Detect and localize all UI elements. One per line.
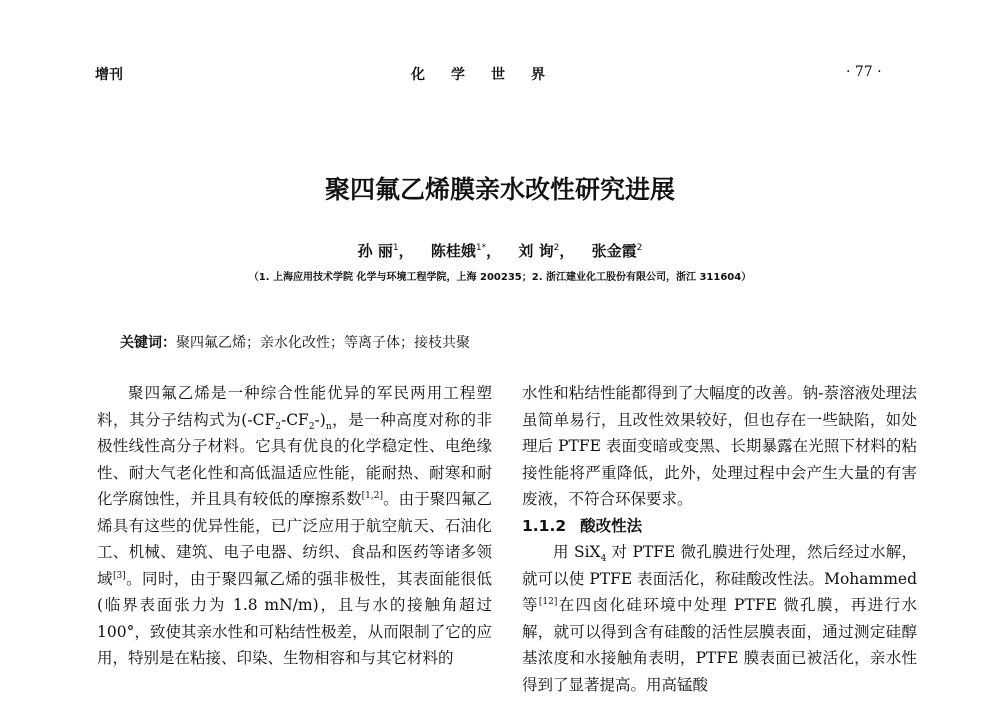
author: 刘 询$^2$， [518,242,575,260]
journal-issue-label: 增刊 [95,67,123,83]
keywords [120,332,470,352]
section-heading [522,513,917,540]
keywords-text: 聚四氟乙烯；亲水化改性；等离子体；接枝共聚 [176,335,470,351]
citation-ref: [12] [538,596,558,607]
section-number: 1.1.2 [522,516,567,535]
author-affiliation: （1. 上海应用技术学院 化学与环境工程学院，上海 200235；2. 浙江建业化工股份有限公司，浙江 311604） [248,272,752,283]
author-list [0,240,1000,261]
paragraph: 聚四氟乙烯是一种综合性能优异的军民两用工程塑料，其分子结构式为$(-CF_2-CF_2-)_n$，是一种高度对称的非极性线性高分子材料。它具有优良的化学稳定性、电绝缘性、耐大气老化性和高低温适应性能，能耐热、耐寒和耐化学腐蚀性，并且具有较低的摩擦系数[1,2]。由于聚四氟乙烯具有这些的优异性能，已广泛应用于航空航天、石油化工、机械、建筑、电子电器、纺织、食品和医药等诸多领域[3]。同时，由于聚四氟乙烯的强非极性，其表面能很低(临界表面张力为 1.8 mN/m)，且与水的接触角超过 100°，致使其亲水性和可粘结性极差，从而限制了它的应用，特别是在粘接、印染、生物相容和与其它材料的 [97,384,492,667]
body-column-left [97,380,492,672]
paragraph: 水性和粘结性能都得到了大幅度的改善。钠-萘溶液处理法虽简单易行，且改性效果较好，但也存在一些缺陷，如处理后 PTFE 表面变暗或变黑、长期暴露在光照下材料的粘接性能将严重降低，此外，处理过程中会产生大量的有害废液，不符合环保要求。 [522,384,917,508]
body-column-right [522,380,917,698]
author: 张金霞$^2$ [591,242,643,260]
citation-ref: [1,2] [361,490,383,501]
paragraph: 用 SiX$_4$ 对 PTFE 微孔膜进行处理，然后经过水解，就可以使 PTFE 表面活化，称硅酸改性法。Mohammed 等[12]在四卤化硅环境中处理 PTFE 微孔膜，再进行水解，就可以得到含有硅酸的活性层膜表面，通过测定硅醇基浓度和水接触角表明，PTFE 膜表面已被活化，亲水性得到了显著提高。用高锰酸 [522,543,917,694]
keywords-label: 关键词： [120,335,176,351]
article-title: 聚四氟乙烯膜亲水改性研究进展 [324,175,675,204]
author: 陈桂娥$^{1*}$， [430,242,502,260]
journal-name: 化学世界 [411,67,571,83]
author: 孙 丽$^1$， [357,242,414,260]
section-title: 酸改性法 [580,516,643,535]
citation-ref: [3] [112,570,126,581]
page-number: · 77 · [846,64,882,80]
